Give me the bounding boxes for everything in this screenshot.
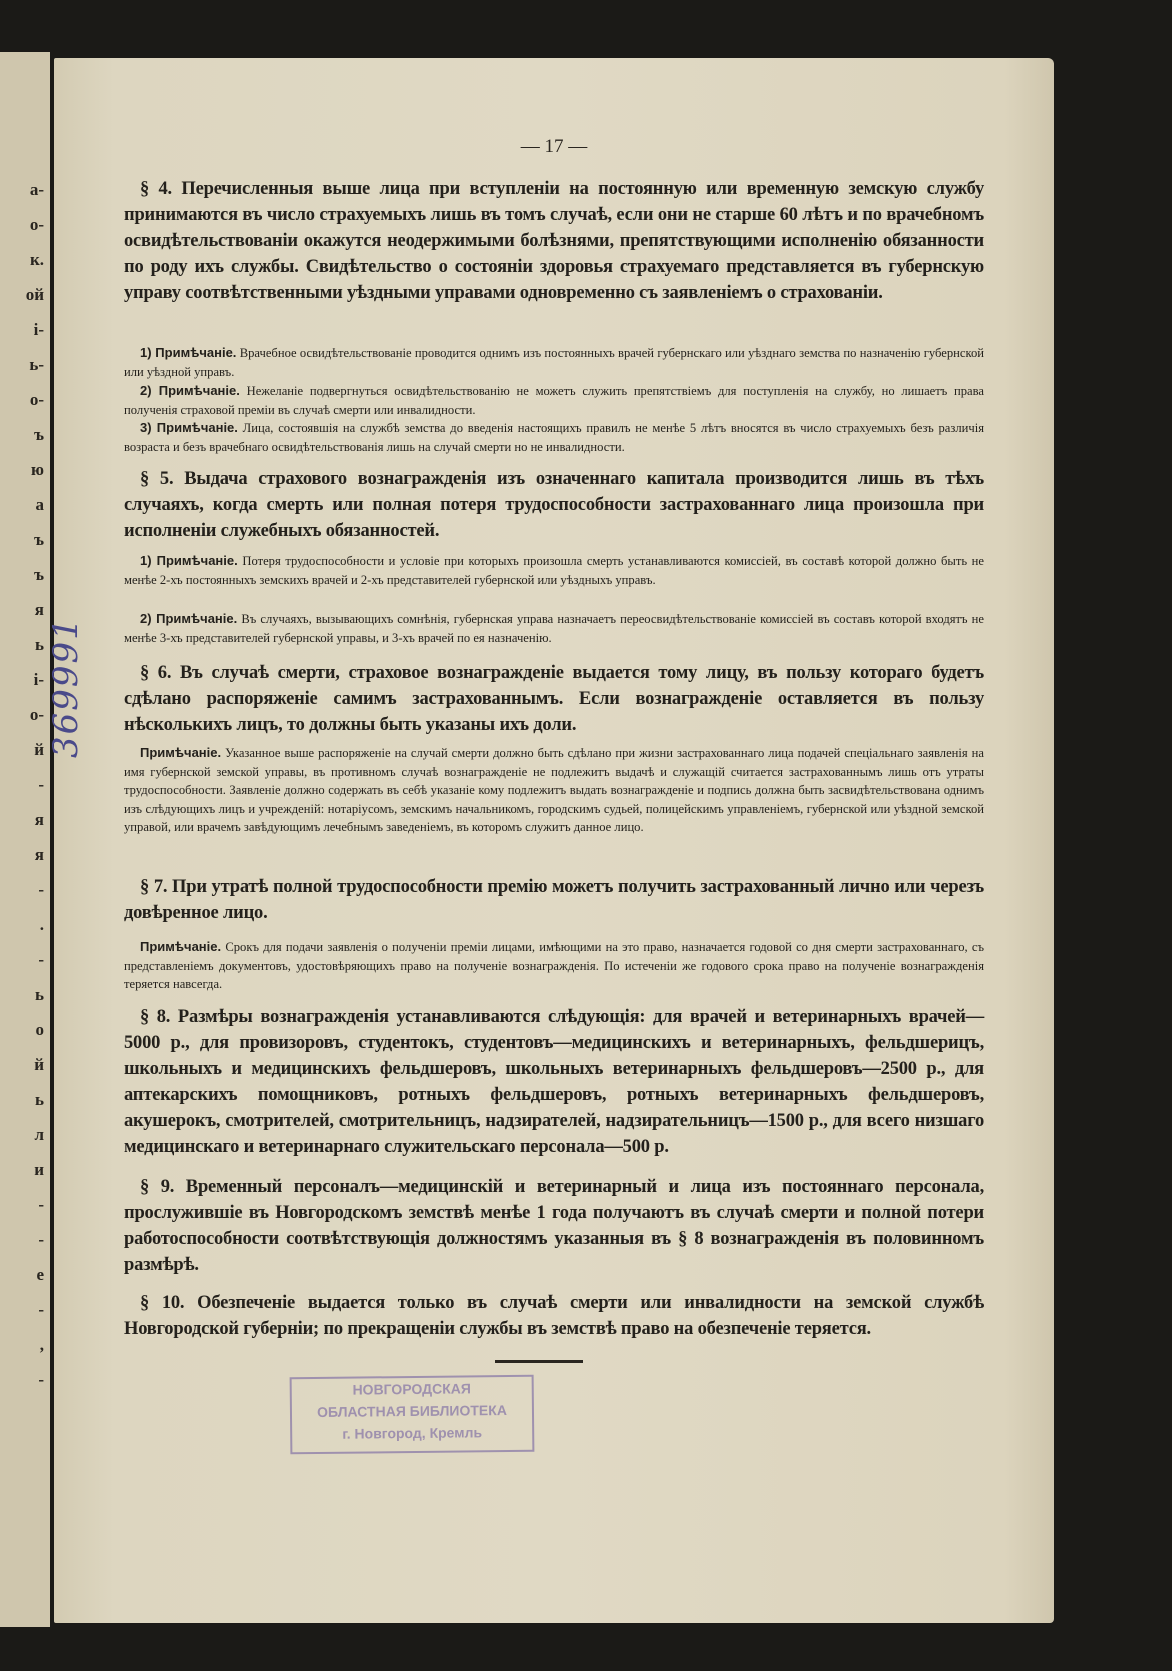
left-page-text-fragment: о- — [29, 705, 44, 724]
section-8-text: § 8. Размѣры вознагражденія устанавливаются слѣдующія: для врачей и ветеринарныхъ врачей—5000 р., для провизоровъ, студентокъ, студентовъ—медицинскихъ и ветеринарныхъ, фельдшерицъ, школьныхъ и медицинскихъ фельдшеровъ, школьныхъ ветеринарныхъ фельдшеровъ—2500 р., для аптекарскихъ помощниковъ, ротныхъ фельдшеровъ, ротныхъ ветеринарныхъ фельдшеровъ, акушерокъ, смотрителей, смотрительницъ, надзирателей, надзирательницъ—1500 р., для всего низшаго медицинскаго и ветеринарнаго служительскаго персонала—500 р. — [124, 1007, 984, 1157]
section-5-note-1 — [124, 552, 984, 589]
left-page-text-fragment: - — [38, 1230, 44, 1249]
section-4 — [124, 176, 984, 306]
stamp-line: ОБЛАСТНАЯ БИБЛИОТЕКА — [316, 1402, 507, 1420]
left-page-text-fragment: . — [39, 915, 44, 934]
note-text: Въ случаяхъ, вызывающихъ сомнѣнія, губернская управа назначаетъ переосвидѣтельствованіе комиссіей въ составъ которой входятъ не менѣе 3-хъ представителей губернской управы, и 3-хъ врачей по ея назначенію. — [124, 612, 984, 645]
note-text: Врачебное освидѣтельствованіе проводится однимъ изъ постоянныхъ врачей губернскаго или уѣзднаго земства по назначенію губернской или уѣздной управъ. — [124, 346, 984, 379]
left-page-text-fragment: , — [39, 1335, 44, 1354]
note-label: 1) Примѣчаніе. — [140, 553, 238, 568]
left-page-text-fragment: л — [34, 1125, 44, 1144]
section-8 — [124, 1004, 984, 1160]
left-page-text-fragment: а- — [29, 180, 44, 199]
left-page-text-fragment: я — [34, 810, 44, 829]
section-4-note-1 — [124, 344, 984, 381]
handwritten-inventory-number: 369991 — [46, 616, 86, 758]
stamp-line: НОВГОРОДСКАЯ — [352, 1380, 472, 1398]
section-6-text: § 6. Въ случаѣ смерти, страховое вознагражденіе выдается тому лицу, въ пользу котораго будетъ сдѣлано распоряженіе самимъ застрахованнымъ. Если вознагражденіе оставляется въ пользу нѣсколькихъ лицъ, то должны быть указаны ихъ доли. — [124, 663, 984, 735]
left-page-text-fragment: - — [38, 1195, 44, 1214]
section-7-note — [124, 938, 984, 994]
left-page-text-fragment: - — [38, 880, 44, 899]
section-6-note — [124, 744, 984, 837]
left-page-text-fragment: й — [34, 740, 44, 759]
section-6 — [124, 660, 984, 738]
left-page-text-fragment: о- — [29, 215, 44, 234]
left-page-text-fragment: я — [34, 845, 44, 864]
section-10 — [124, 1290, 984, 1342]
note-text: Потеря трудоспособности и условіе при которыхъ произошла смерть устанавливаются комиссіей, въ составѣ которой должно быть не менѣе 2-хъ постоянныхъ земскихъ врачей и 2-хъ представителей губернской или уѣздныхъ управъ. — [124, 554, 985, 587]
left-page-text-fragment: о- — [29, 390, 44, 409]
document-page — [46, 58, 1054, 1623]
left-page-text-fragment: ь — [35, 985, 44, 1004]
left-page-text-fragment: ь — [35, 1090, 44, 1109]
note-text: Указанное выше распоряженіе на случай смерти должно быть сдѣлано при жизни застрахованнаго лица подачей спеціальнаго заявленія на имя губернской земской управы, въ противномъ случаѣ вознагражденіе не подлежитъ выдачѣ и служащій считается застрахованнымъ лишь отъ утраты трудоспособности. Заявленіе должно содержать въ себѣ указаніе кому подлежитъ выдать вознагражденіе и подпись должна быть засвидѣтельствована однимъ изъ слѣдующихъ лицъ и учрежденій: нотаріусомъ, земскимъ начальникомъ, городскимъ судьей, полицейскимъ управленіемъ, губернской или уѣздной земской управой, или врачемъ завѣдующимъ лечебнымъ заведеніемъ, въ которомъ служитъ данное лицо. — [124, 746, 984, 834]
end-rule — [495, 1360, 583, 1363]
section-5 — [124, 466, 984, 544]
left-page-text-fragment: - — [38, 775, 44, 794]
section-7-text: § 7. При утратѣ полной трудоспособности премію можетъ получить застрахованный лично или черезъ довѣренное лицо. — [124, 877, 984, 923]
note-label: 1) Примѣчаніе. — [140, 345, 237, 360]
left-page-text-fragment: і- — [33, 670, 44, 689]
section-4-note-2 — [124, 382, 984, 419]
note-label: 3) Примѣчаніе. — [140, 420, 238, 435]
note-text: Нежеланіе подвергнуться освидѣтельствованію не можетъ служить препятствіемъ для поступленія на службу, но лишаетъ права полученія страховой преміи въ случаѣ смерти или инвалидности. — [124, 384, 985, 417]
note-label: 2) Примѣчаніе. — [140, 611, 238, 626]
left-page-text-fragment: ь — [35, 635, 44, 654]
section-7 — [124, 874, 984, 926]
section-5-text: § 5. Выдача страхового вознагражденія изъ означеннаго капитала производится лишь въ тѣхъ случаяхъ, когда смерть или полная потеря трудоспособности застрахованнаго лица произошла при исполненіи служебныхъ обязанностей. — [124, 469, 984, 541]
left-page-text-fragment: і- — [33, 320, 44, 339]
stamp-line: г. Новгород, Кремль — [342, 1424, 483, 1442]
left-page-text-fragment: ой — [25, 285, 44, 304]
page-number: — 17 — — [520, 136, 588, 157]
left-page-text-fragment: ъ — [34, 425, 44, 444]
left-page-text-fragment: - — [38, 1300, 44, 1319]
left-page-text-fragment: и — [34, 1160, 44, 1179]
note-label: Примѣчаніе. — [140, 939, 222, 954]
note-text: Лица, состоявшія на службѣ земства до введенія настоящихъ правилъ не менѣе 5 лѣтъ вносятся въ число страхуемыхъ безъ различія возраста и безъ врачебнаго освидѣтельствованія лишь на случай смерти но не инвалидности. — [124, 421, 984, 454]
left-page-text-fragment: ъ — [34, 565, 44, 584]
section-10-text: § 10. Обезпеченіе выдается только въ случаѣ смерти или инвалидности на земской службѣ Новгородской губерніи; по прекращеніи службы въ земствѣ право на обезпеченіе теряется. — [124, 1293, 984, 1339]
left-page-text-fragment: ъ — [34, 530, 44, 549]
note-label: Примѣчаніе. — [140, 745, 222, 760]
left-page-text-fragment: о — [35, 1020, 44, 1039]
left-page-text-fragment: й — [34, 1055, 44, 1074]
note-label: 2) Примѣчаніе. — [140, 383, 240, 398]
section-4-text: § 4. Перечисленныя выше лица при вступленіи на постоянную или временную земскую службу принимаются въ число страхуемыхъ лишь въ томъ случаѣ, если они не старше 60 лѣтъ и по врачебномъ освидѣтельствованіи окажутся неодержимыми болѣзнями, препятствующими исполненію обязанности по роду ихъ службы. Свидѣтельство о состояніи здоровья страхуемаго представляется въ губернскую управу соотвѣтственными уѣздными управами одновременно съ заявленіемъ о страхованіи. — [124, 179, 984, 303]
left-page-text-fragment: к. — [29, 250, 44, 269]
left-page-text-fragment: ю — [31, 460, 44, 479]
left-page-text-fragment: а — [35, 495, 44, 514]
note-text: Срокъ для подачи заявленія о полученіи преміи лицами, имѣющими на это право, назначается годовой со дня смерти застрахованнаго, съ представленіемъ документовъ, удостовѣряющихъ право на полученіе вознагражденія. По истеченіи же годового срока право на полученіе вознагражденія теряется навсегда. — [124, 940, 984, 991]
left-page-text-fragment: е — [36, 1265, 44, 1284]
section-5-note-2 — [124, 610, 984, 647]
left-page-text-fragment: я — [34, 600, 44, 619]
library-stamp — [290, 1375, 535, 1455]
section-9-text: § 9. Временный персоналъ—медицинскій и ветеринарный и лица изъ постояннаго персонала, прослужившіе въ Новгородскомъ земствѣ менѣе 1 года получаютъ въ случаѣ смерти и полной потери работоспособности соотвѣтствующія должностямъ указанныя въ § 8 вознагражденія въ половинномъ размѣрѣ. — [124, 1177, 984, 1275]
left-page-text-fragment: - — [38, 1370, 44, 1389]
left-page-text-fragment: - — [38, 950, 44, 969]
left-page-text-fragment: ь- — [29, 355, 44, 374]
left-page-edge — [0, 52, 50, 1627]
section-4-note-3 — [124, 419, 984, 456]
section-9 — [124, 1174, 984, 1278]
